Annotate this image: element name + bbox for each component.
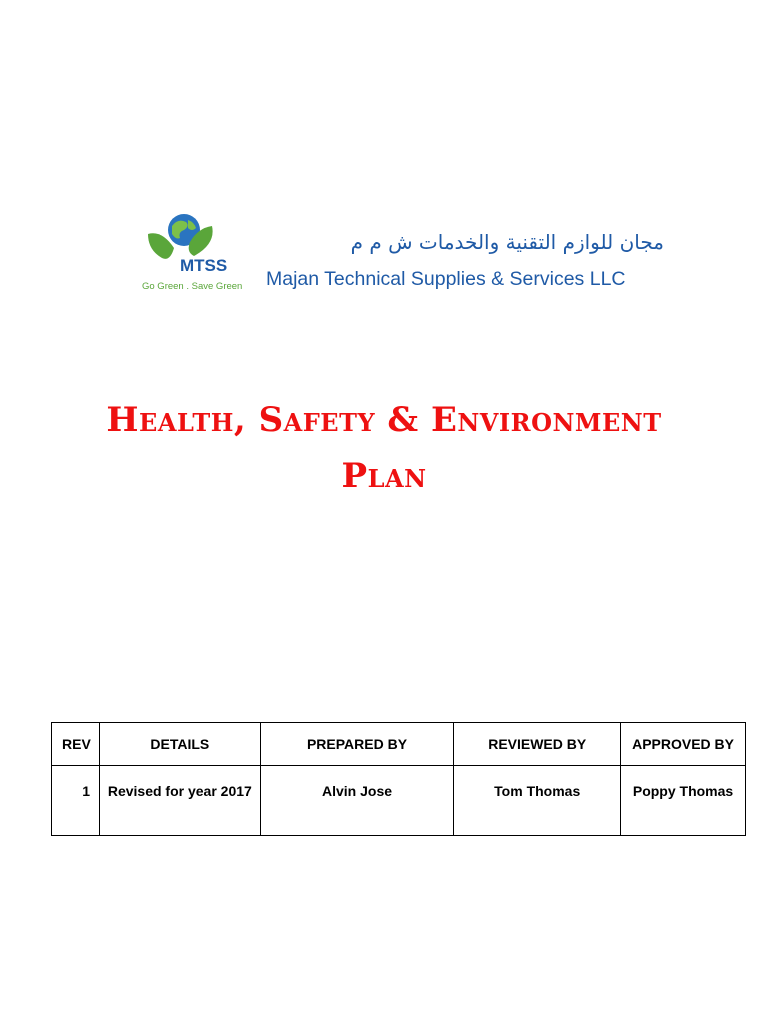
cell-rev: 1	[52, 766, 100, 836]
company-logo	[140, 208, 250, 294]
company-name-arabic: مجان للوازم التقنية والخدمات ش م م	[350, 230, 664, 254]
cell-reviewed-by: Tom Thomas	[454, 766, 621, 836]
column-header-rev: REV	[52, 723, 100, 766]
document-title-line2: Plan	[341, 456, 427, 496]
column-header-prepared-by: PREPARED BY	[260, 723, 454, 766]
cell-prepared-by: Alvin Jose	[260, 766, 454, 836]
globe-leaf-logo-icon	[140, 208, 250, 294]
table-header-row	[52, 723, 746, 766]
table-row	[52, 766, 746, 836]
logo-text: MTSS	[180, 256, 228, 275]
company-name-english: Majan Technical Supplies & Services LLC	[266, 268, 626, 290]
column-header-approved-by: APPROVED BY	[621, 723, 746, 766]
cell-approved-by: Poppy Thomas	[621, 766, 746, 836]
column-header-details: DETAILS	[99, 723, 260, 766]
cell-details: Revised for year 2017	[99, 766, 260, 836]
logo-tagline: Go Green . Save Green	[142, 281, 243, 292]
document-title-line1: Health, Safety & Environment	[106, 400, 662, 440]
column-header-reviewed-by: REVIEWED BY	[454, 723, 621, 766]
revision-table	[51, 722, 746, 836]
